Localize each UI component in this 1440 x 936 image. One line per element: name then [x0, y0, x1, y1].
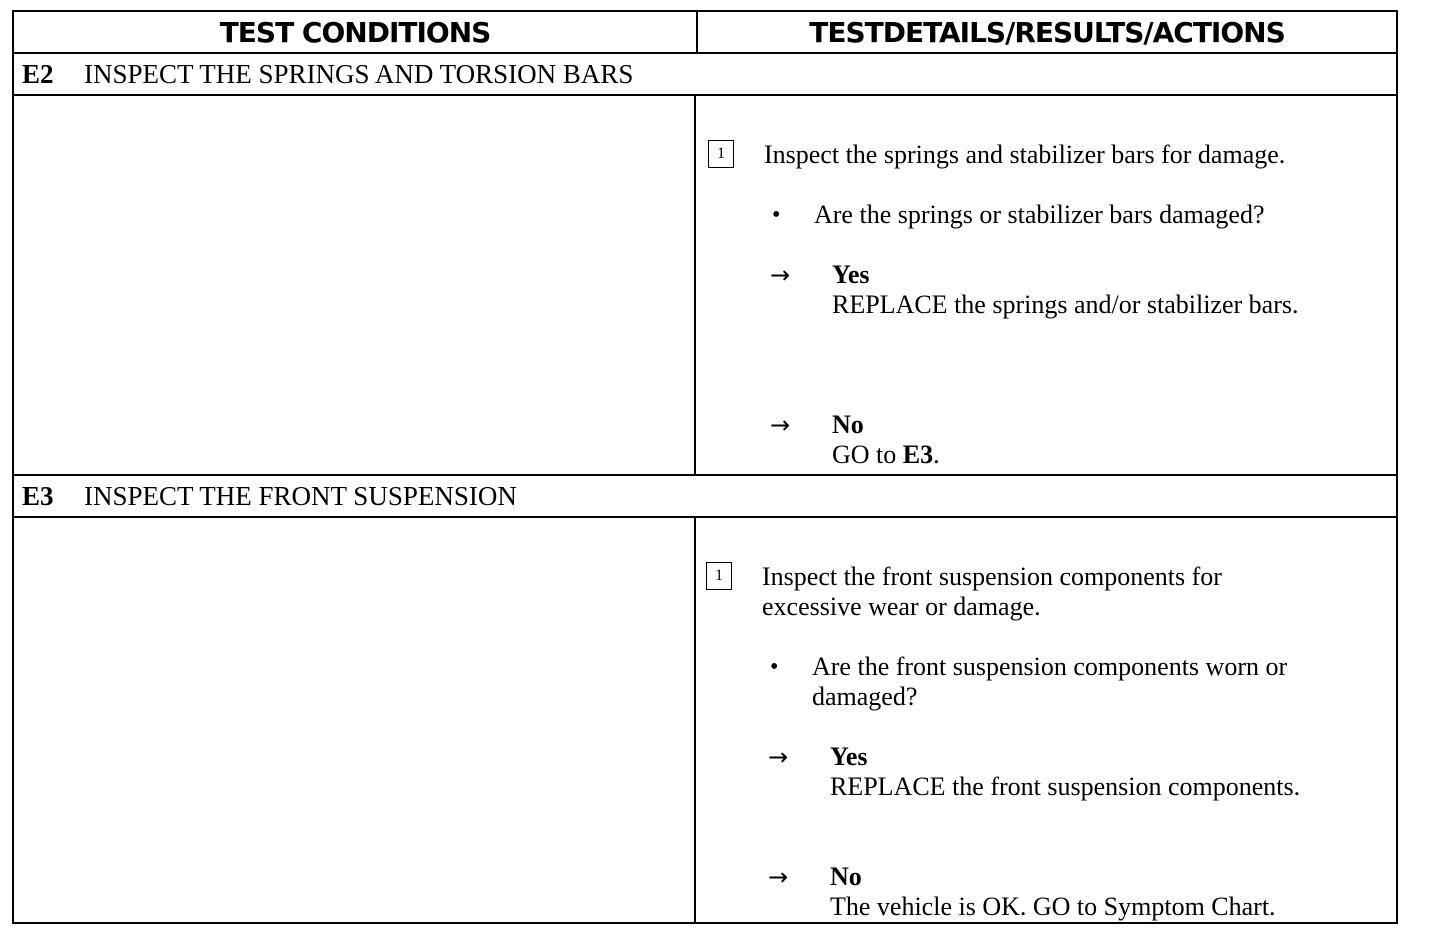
- bullet-icon: •: [772, 202, 781, 228]
- step-title: INSPECT THE FRONT SUSPENSION: [84, 480, 517, 511]
- question-text: Are the springs or stabilizer bars damaged?: [814, 200, 1265, 229]
- no-action-suffix: .: [933, 440, 940, 469]
- column-header-right-text: TESTDETAILS/RESULTS/ACTIONS: [809, 15, 1285, 49]
- bullet-icon: •: [770, 654, 779, 680]
- step-row-e2: [14, 54, 1396, 96]
- test-conditions-cell-e2: [14, 96, 696, 474]
- test-details-cell-e2: [696, 96, 1396, 474]
- question-text-line1: Are the front suspension components worn or: [812, 652, 1288, 681]
- instruction-text-line2: excessive wear or damage.: [762, 592, 1041, 621]
- arrow-right-icon: →: [768, 863, 789, 891]
- no-label: No: [830, 862, 862, 891]
- arrow-right-icon: →: [770, 411, 791, 439]
- arrow-right-icon: →: [768, 743, 789, 771]
- column-header-left-text: TEST CONDITIONS: [219, 15, 491, 49]
- no-action-prefix: GO to: [832, 440, 897, 469]
- step-title: INSPECT THE SPRINGS AND TORSION BARS: [84, 58, 634, 89]
- no-action-text: [832, 440, 940, 470]
- yes-label: Yes: [832, 260, 870, 289]
- instruction-text-line1: Inspect the front suspension components for: [762, 562, 1222, 591]
- arrow-right-icon: →: [770, 261, 791, 289]
- yes-label: Yes: [830, 742, 868, 771]
- column-header-test-conditions: [14, 12, 698, 54]
- yes-action-text: REPLACE the front suspension components.: [830, 772, 1301, 801]
- no-action-text: The vehicle is OK. GO to Symptom Chart.: [830, 892, 1276, 921]
- no-action-ref: E3: [902, 440, 934, 469]
- step-id: E2: [22, 58, 54, 89]
- instruction-text: Inspect the springs and stabilizer bars for damage.: [764, 140, 1286, 169]
- diagnostic-table: [12, 10, 1398, 924]
- yes-action-text: REPLACE the springs and/or stabilizer bars.: [832, 290, 1299, 319]
- step-number-box: 1: [708, 140, 734, 168]
- step-id: E3: [22, 480, 54, 511]
- test-conditions-cell-e3: [14, 518, 696, 924]
- column-header-test-details: [698, 12, 1396, 54]
- no-label: No: [832, 410, 864, 439]
- test-details-cell-e3: [696, 518, 1396, 924]
- step-number-box: 1: [706, 562, 732, 590]
- step-row-e3: [14, 474, 1396, 518]
- question-text-line2: damaged?: [812, 682, 918, 711]
